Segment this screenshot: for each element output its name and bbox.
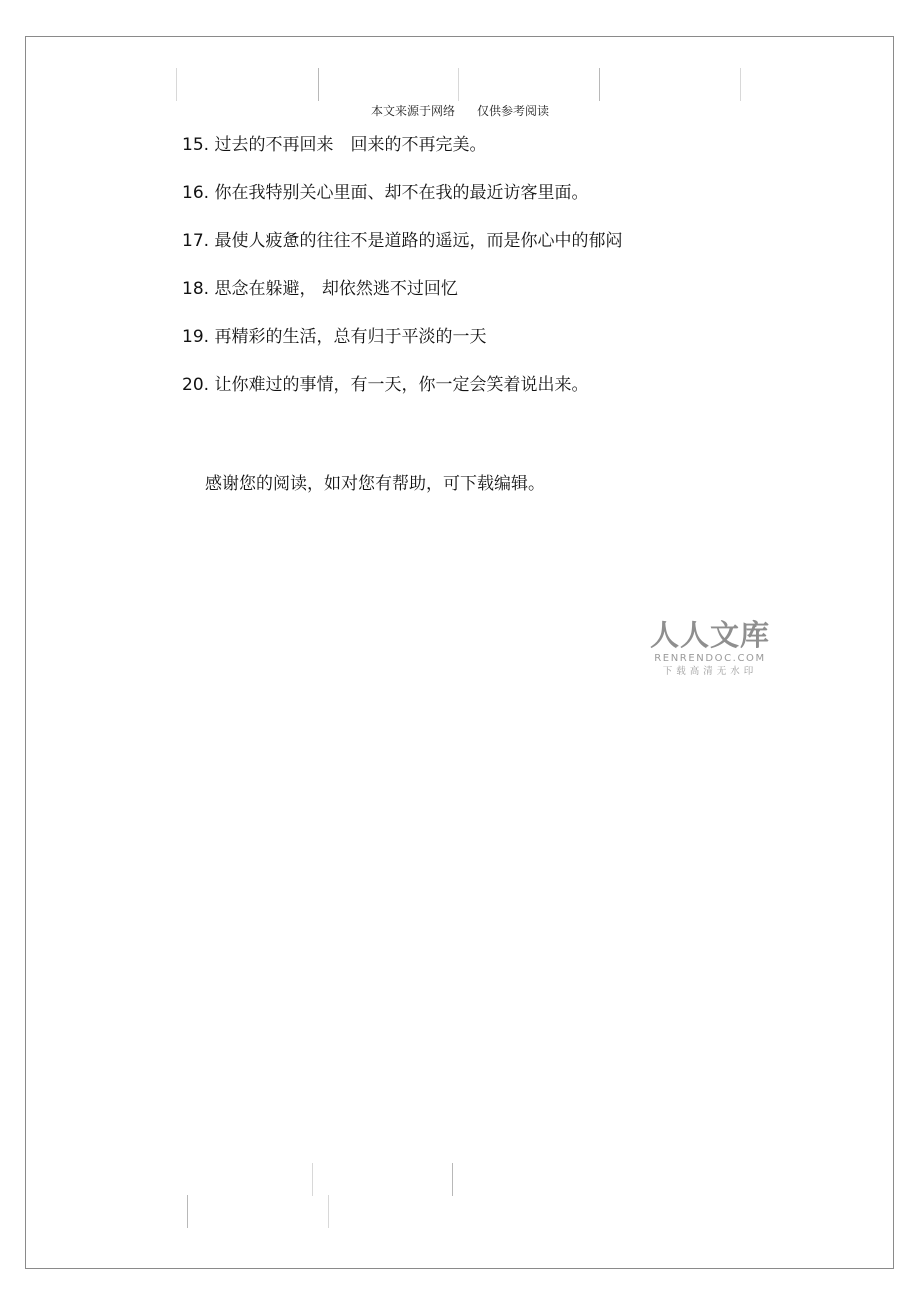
watermark-logo — [640, 618, 780, 678]
header-divider — [176, 68, 177, 101]
header-note-right: 仅供参考阅读 — [477, 104, 550, 118]
footer-divider — [328, 1195, 329, 1228]
list-item: 20. 让你难过的事情，有一天，你一定会笑着说出来。 — [182, 375, 589, 395]
watermark-brand: 人人文库 — [649, 618, 770, 652]
header-note-left: 本文来源于网络 — [370, 104, 455, 118]
list-item: 17. 最使人疲惫的往往不是道路的遥远，而是你心中的郁闷 — [182, 231, 623, 251]
thanks-note: 感谢您的阅读，如对您有帮助，可下载编辑。 — [205, 474, 545, 494]
watermark-site: RENRENDOC.COM — [654, 653, 766, 664]
quote-list — [182, 133, 622, 421]
header-divider — [599, 68, 600, 101]
header-divider — [740, 68, 741, 101]
header-note — [0, 102, 920, 119]
header-divider — [318, 68, 319, 101]
watermark-tagline: 下载高清无水印 — [662, 666, 758, 677]
list-item: 19. 再精彩的生活，总有归于平淡的一天 — [182, 327, 487, 347]
list-item: 18. 思念在躲避， 却依然逃不过回忆 — [182, 279, 458, 299]
footer-divider — [452, 1163, 453, 1196]
footer-divider — [312, 1163, 313, 1196]
list-item: 15. 过去的不再回来 回来的不再完美。 — [182, 135, 487, 155]
list-item: 16. 你在我特别关心里面、却不在我的最近访客里面。 — [182, 183, 589, 203]
footer-divider — [187, 1195, 188, 1228]
header-divider — [458, 68, 459, 101]
